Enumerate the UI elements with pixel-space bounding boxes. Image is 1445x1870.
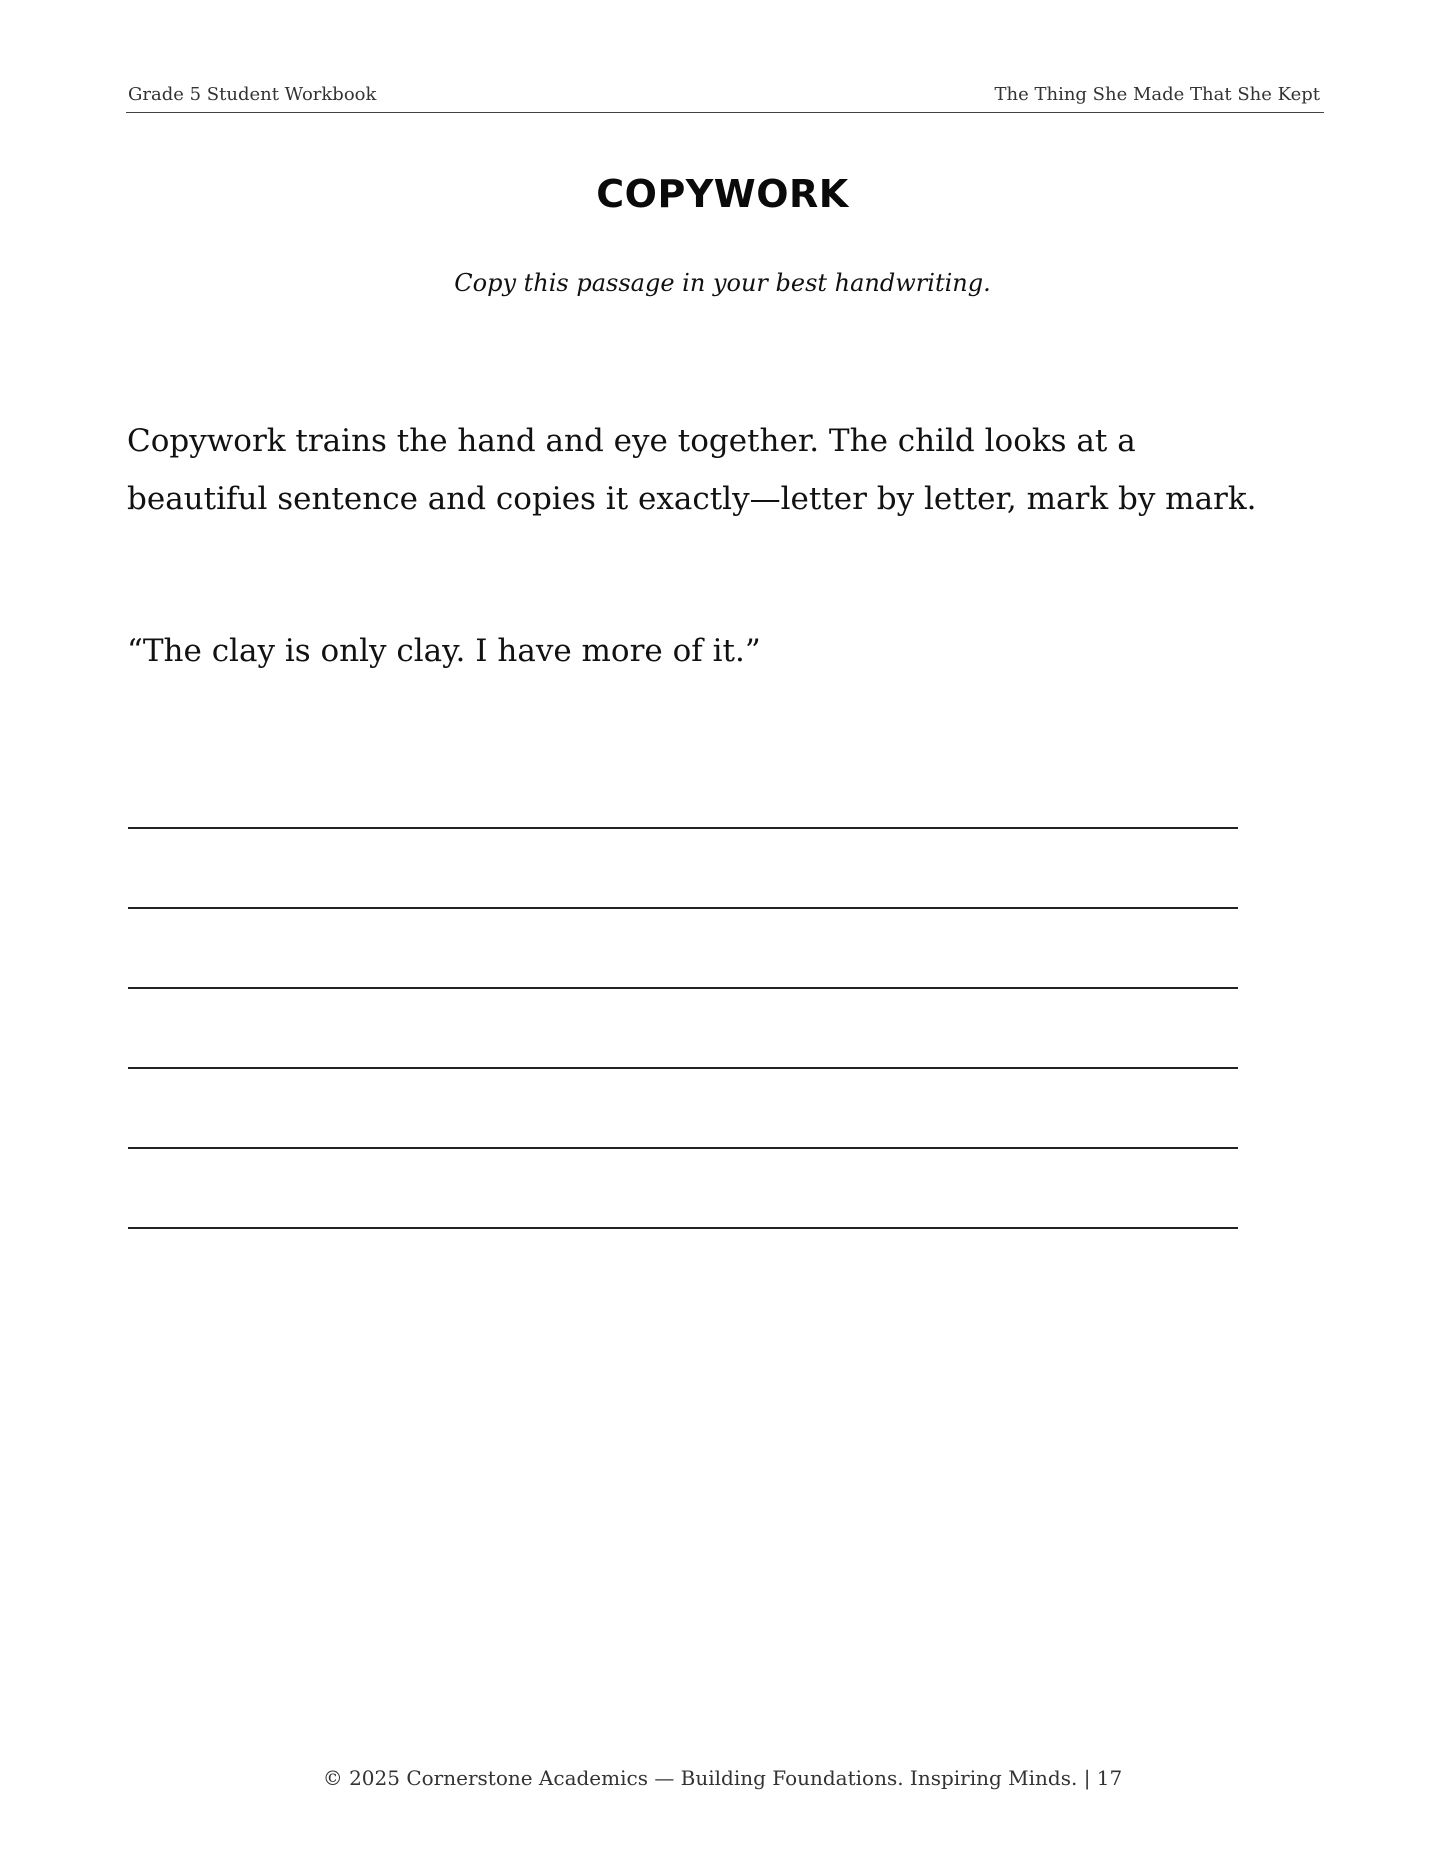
writing-line[interactable] bbox=[128, 1147, 1238, 1149]
header-workbook-title: Grade 5 Student Workbook bbox=[128, 84, 377, 105]
writing-line[interactable] bbox=[128, 1227, 1238, 1229]
writing-line[interactable] bbox=[128, 827, 1238, 829]
page-footer: © 2025 Cornerstone Academics — Building Foundations. Inspiring Minds. | 17 bbox=[322, 1766, 1123, 1790]
running-header bbox=[126, 82, 1324, 113]
writing-line[interactable] bbox=[128, 987, 1238, 989]
intro-paragraph: Copywork trains the hand and eye together. The child looks at a beautiful sentence and copies it exactly—letter by letter, mark by mark. bbox=[127, 423, 1257, 517]
writing-line[interactable] bbox=[128, 1067, 1238, 1069]
writing-line[interactable] bbox=[128, 907, 1238, 909]
copy-passage: “The clay is only clay. I have more of it.” bbox=[127, 633, 761, 669]
header-story-title: The Thing She Made That She Kept bbox=[994, 84, 1320, 105]
instruction-text: Copy this passage in your best handwriting. bbox=[454, 269, 991, 297]
page-title: COPYWORK bbox=[596, 172, 849, 216]
